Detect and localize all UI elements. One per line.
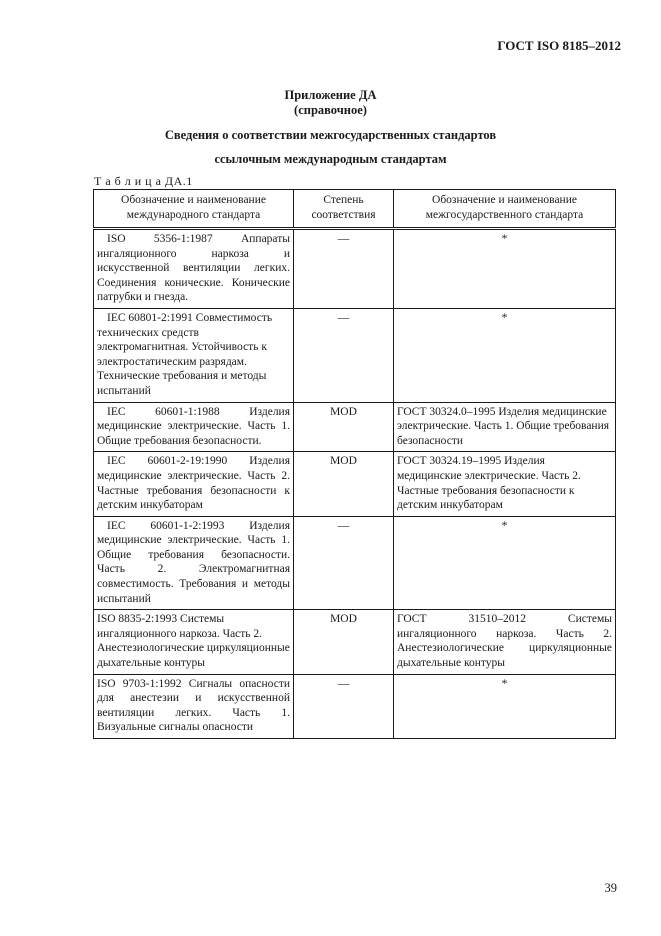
appendix-note: (справочное) <box>294 103 367 117</box>
gost-standard-cell: * <box>394 308 616 402</box>
table-row <box>94 452 616 516</box>
degree-cell: MOD <box>294 452 394 516</box>
table-row <box>94 516 616 610</box>
gost-standard-cell: ГОСТ 30324.0–1995 Изделия медицинские электрические. Часть 1. Общие требования безопасности <box>394 402 616 452</box>
degree-cell: MOD <box>294 610 394 674</box>
intl-standard-cell: ISO 9703-1:1992 Сигналы опасности для анестезии и искусственной вентиляции легких. Часть 1. Визуальные сигналы опасности <box>94 674 294 738</box>
header-intl-standard: Обозначение и наименование международного стандарта <box>94 190 294 229</box>
table-row <box>94 229 616 309</box>
caption-line-1: Сведения о соответствии межгосударственных стандартов <box>164 128 497 142</box>
intl-standard-cell: IEC 60601-2-19:1990 Изделия медицинские электрические. Часть 2. Частные требования безопасности к детским инкубаторам <box>94 452 294 516</box>
intl-standard-cell: ISO 8835-2:1993 Системы ингаляционного наркоза. Часть 2. Анестезиологические циркуляционные дыхательные контуры <box>94 610 294 674</box>
gost-standard-cell: * <box>394 674 616 738</box>
gost-standard-cell: * <box>394 516 616 610</box>
degree-cell: — <box>294 516 394 610</box>
caption-line-2: ссылочным международным стандартам <box>214 152 447 166</box>
page-number: 39 <box>604 881 617 895</box>
header-degree: Степень соответствия <box>294 190 394 229</box>
document-code-header: ГОСТ ISO 8185–2012 <box>497 38 621 53</box>
standards-table <box>93 189 616 739</box>
intl-standard-cell: IEC 60601-1-2:1993 Изделия медицинские электрические. Часть 1. Общие требования безопасности. Часть 2. Электромагнитная совместимость. Требования и методы испытаний <box>94 516 294 610</box>
degree-cell: — <box>294 229 394 309</box>
degree-cell: — <box>294 674 394 738</box>
table-row <box>94 610 616 674</box>
gost-standard-cell: * <box>394 229 616 309</box>
table-row <box>94 674 616 738</box>
table-row <box>94 402 616 452</box>
header-gost-standard: Обозначение и наименование межгосударственного стандарта <box>394 190 616 229</box>
intl-standard-cell: IEC 60601-1:1988 Изделия медицинские электрические. Часть 1. Общие требования безопасности. <box>94 402 294 452</box>
gost-standard-cell: ГОСТ 31510–2012 Системы ингаляционного наркоза. Часть 2. Анестезиологические циркуляционные дыхательные контуры <box>394 610 616 674</box>
intl-standard-cell: ISO 5356-1:1987 Аппараты ингаляционного наркоза и искусственной вентиляции легких. Соединения конические. Конические патрубки и гнезда. <box>94 229 294 309</box>
intl-standard-cell: IEC 60801-2:1991 Совместимость технических средств электромагнитная. Устойчивость к электростатическим разрядам. Технические требования и методы испытаний <box>94 308 294 402</box>
degree-cell: MOD <box>294 402 394 452</box>
table-label: Т а б л и ц а ДА.1 <box>94 174 193 188</box>
degree-cell: — <box>294 308 394 402</box>
appendix-heading <box>0 88 661 118</box>
appendix-title: Приложение ДА <box>284 88 377 102</box>
table-row <box>94 308 616 402</box>
gost-standard-cell: ГОСТ 30324.19–1995 Изделия медицинские электрические. Часть 2. Частные требования безопасности к детским инкубаторам <box>394 452 616 516</box>
table-header-row <box>94 190 616 229</box>
